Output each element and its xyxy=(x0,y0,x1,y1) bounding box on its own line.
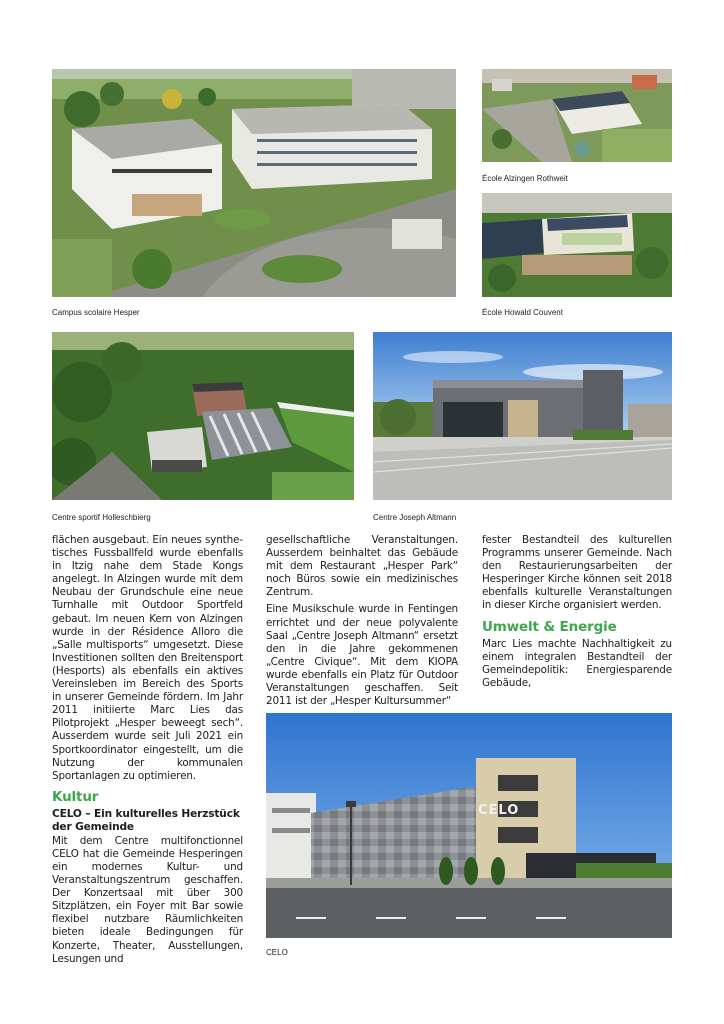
heading-umwelt-energie: Umwelt & Energie xyxy=(482,618,617,635)
paragraph-kirche: fester Bestandteil des kulturellen Programms unserer Gemeinde. Nach den Restaurierungsarbeiten der Hesperinger Kirche können seit 2018 ebenfalls kulturelle Veranstaltungen in dieser Kirche organisiert werden. xyxy=(482,534,672,612)
celo-building-sign: CELO xyxy=(478,803,520,818)
photo-celo xyxy=(266,713,672,938)
caption-celo: CELO xyxy=(266,948,288,957)
heading-kultur: Kultur xyxy=(52,788,99,805)
photo-ecole-howald xyxy=(482,193,672,297)
photo-centre-sportif xyxy=(52,332,354,500)
text-column-3 xyxy=(482,534,672,694)
text-column-2 xyxy=(266,534,458,712)
caption-ecole-howald: École Howald Couvent xyxy=(482,308,563,317)
caption-centre-sportif: Centre sportif Holleschbierg xyxy=(52,513,151,522)
caption-campus-hesper: Campus scolaire Hesper xyxy=(52,308,140,317)
photo-campus-hesper xyxy=(52,69,456,297)
text-column-1 xyxy=(52,534,243,970)
paragraph-sports: flächen ausgebaut. Ein neues synthetisches Fussballfeld wurde ebenfalls in Itzig nahe dem Stade Kongs angelegt. In Alzingen wurde mit dem Neubau der Grundschule eine neue Turnhalle mit Outdoor Sportfeld gebaut. Im neuen Kern von Alzingen wurde in der Résidence Alloro die „Salle multisports“ umgesetzt. Diese Investitionen sollten den Breitensport (Hesports) als ebenfalls ein aktives Vereinsleben im Bereich des Sports in unserer Gemeinde fördern. Im Jahr 2011 initiierte Marc Lies das Pilotprojekt „Hesper beweegt sech“. Ausserdem wurde seit Juli 2021 ein Sportkoordinator eingestellt, um die Nutzung der kommunalen Sportanlagen zu optimieren. xyxy=(52,534,243,782)
photo-centre-altmann xyxy=(373,332,672,500)
subheading-celo: CELO – Ein kulturelles Herzstück der Gemeinde xyxy=(52,807,240,833)
paragraph-restaurant: gesellschaftliche Veranstaltungen. Ausserdem beinhaltet das Gebäude mit dem Restaurant „Hesper Park“ noch Büros sowie ein medizinisches Zentrum. xyxy=(266,534,458,599)
photo-ecole-alzingen xyxy=(482,69,672,162)
paragraph-musikschule: Eine Musikschule wurde in Fentingen errichtet und der neue polyvalente Saal „Centre Joseph Altmann“ ersetzt den in die Jahre gekommenen „Centre Civique“. Mit dem KIOPA wurde ebenfalls ein Platz für Outdoor Veranstaltungen geschaffen. Seit 2011 ist der „Hesper Kultursummer“ xyxy=(266,603,458,708)
caption-centre-altmann: Centre Joseph Altmann xyxy=(373,513,457,522)
caption-ecole-alzingen: École Alzingen Rothweit xyxy=(482,174,568,183)
paragraph-celo: Mit dem Centre multifonctionnel CELO hat die Gemeinde Hesperingen ein modernes Kultur- und Veranstaltungszentrum geschaffen. Der Konzertsaal mit über 300 Sitzplätzen, ein Foyer mit Bar sowie flexibel nutzbare Räumlichkeiten bieten ideale Bedingungen für Konzerte, Theater, Ausstellungen, Lesungen und xyxy=(52,834,243,965)
paragraph-nachhaltigkeit: Marc Lies machte Nachhaltigkeit zu einem integralen Bestandteil der Gemeindepolitik: Energiesparende Gebäude, xyxy=(482,637,672,689)
